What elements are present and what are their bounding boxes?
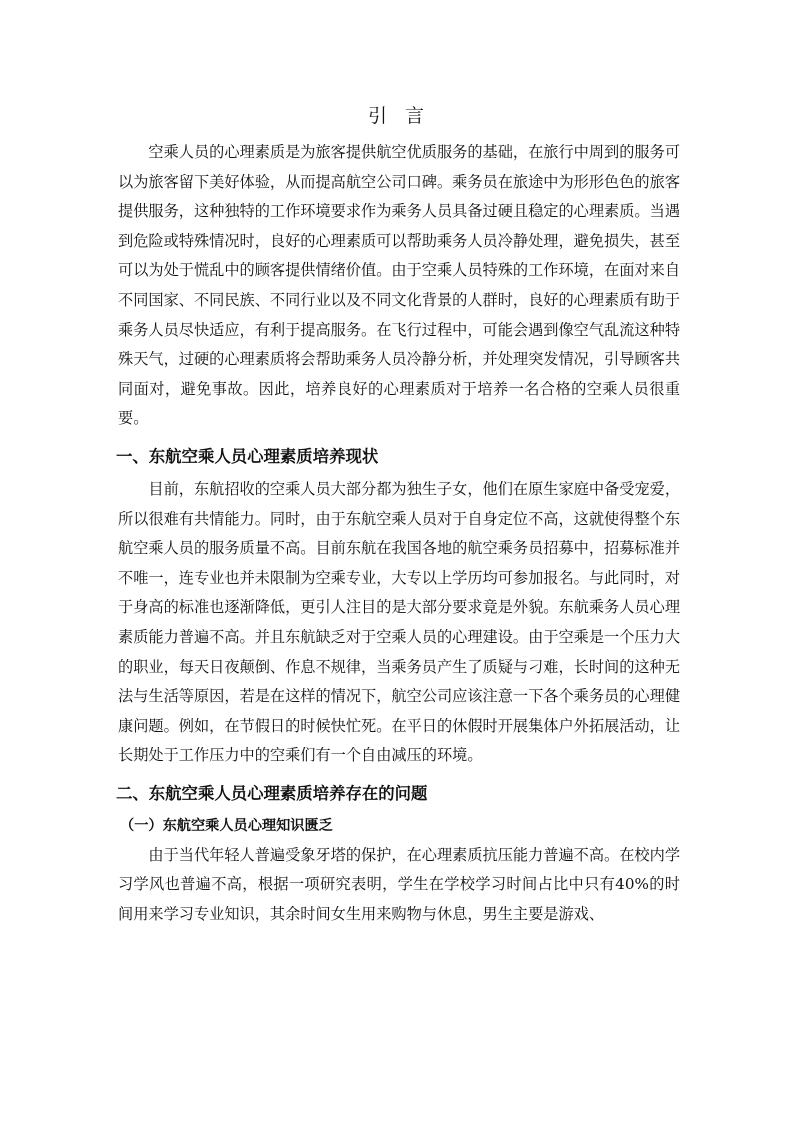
intro-paragraph: 空乘人员的心理素质是为旅客提供航空优质服务的基础，在旅行中周到的服务可以为旅客留下美好体验，从而提高航空公司口碑。乘务员在旅途中为形形色色的旅客提供服务，这种独特的工作环境要求作为乘务人员具备过硬且稳定的心理素质。当遇到危险或特殊情况时，良好的心理素质可以帮助乘务人员冷静处理，避免损失，甚至可以为处于慌乱中的顾客提供情绪价值。由于空乘人员特殊的工作环境，在面对来自不同国家、不同民族、不同行业以及不同文化背景的人群时，良好的心理素质有助于乘务人员尽快适应，有利于提高服务。在飞行过程中，可能会遇到像空气乱流这种特殊天气，过硬的心理素质将会帮助乘务人员冷静分析，并处理突发情况，引导顾客共同面对，避免事故。因此，培养良好的心理素质对于培养一名合格的空乘人员很重要。 <box>118 143 680 428</box>
section-1-paragraph: 目前，东航招收的空乘人员大部分都为独生子女，他们在原生家庭中备受宠爱，所以很难有共情能力。同时，由于东航空乘人员对于自身定位不高，这就使得整个东航空乘人员的服务质量不高。目前东航在我国各地的航空乘务员招募中，招募标准并不唯一，连专业也并未限制为空乘专业，大专以上学历均可参加报名。与此同时，对于身高的标准也逐渐降低，更引人注目的是大部分要求竟是外貌。东航乘务人员心理素质能力普遍不高。并且东航缺乏对于空乘人员的心理建设。由于空乘是一个压力大的职业，每天日夜颠倒、作息不规律，当乘务员产生了质疑与刁难，长时间的这种无法与生活等原因，若是在这样的情况下，航空公司应该注意一下各个乘务员的心理健康问题。例如，在节假日的时候快忙死。在平日的休假时开展集体户外拓展活动，让长期处于工作压力中的空乘们有一个自由减压的环境。 <box>118 479 680 765</box>
subsection-2-1-paragraph: 由于当代年轻人普遍受象牙塔的保护，在心理素质抗压能力普遍不高。在校内学习学风也普遍不高，根据一项研究表明，学生在学校学习时间占比中只有40%的时间用来学习专业知识，其余时间女生用来购物与休息，男生主要是游戏、 <box>118 845 680 924</box>
document-title: 引 言 <box>367 105 431 127</box>
subsection-2-1-heading: （一）东航空乘人员心理知识匮乏 <box>120 817 333 834</box>
document-page <box>118 100 680 930</box>
section-1-heading: 一、东航空乘人员心理素质培养现状 <box>116 446 379 466</box>
section-2-heading: 二、东航空乘人员心理素质培养存在的问题 <box>116 783 428 803</box>
